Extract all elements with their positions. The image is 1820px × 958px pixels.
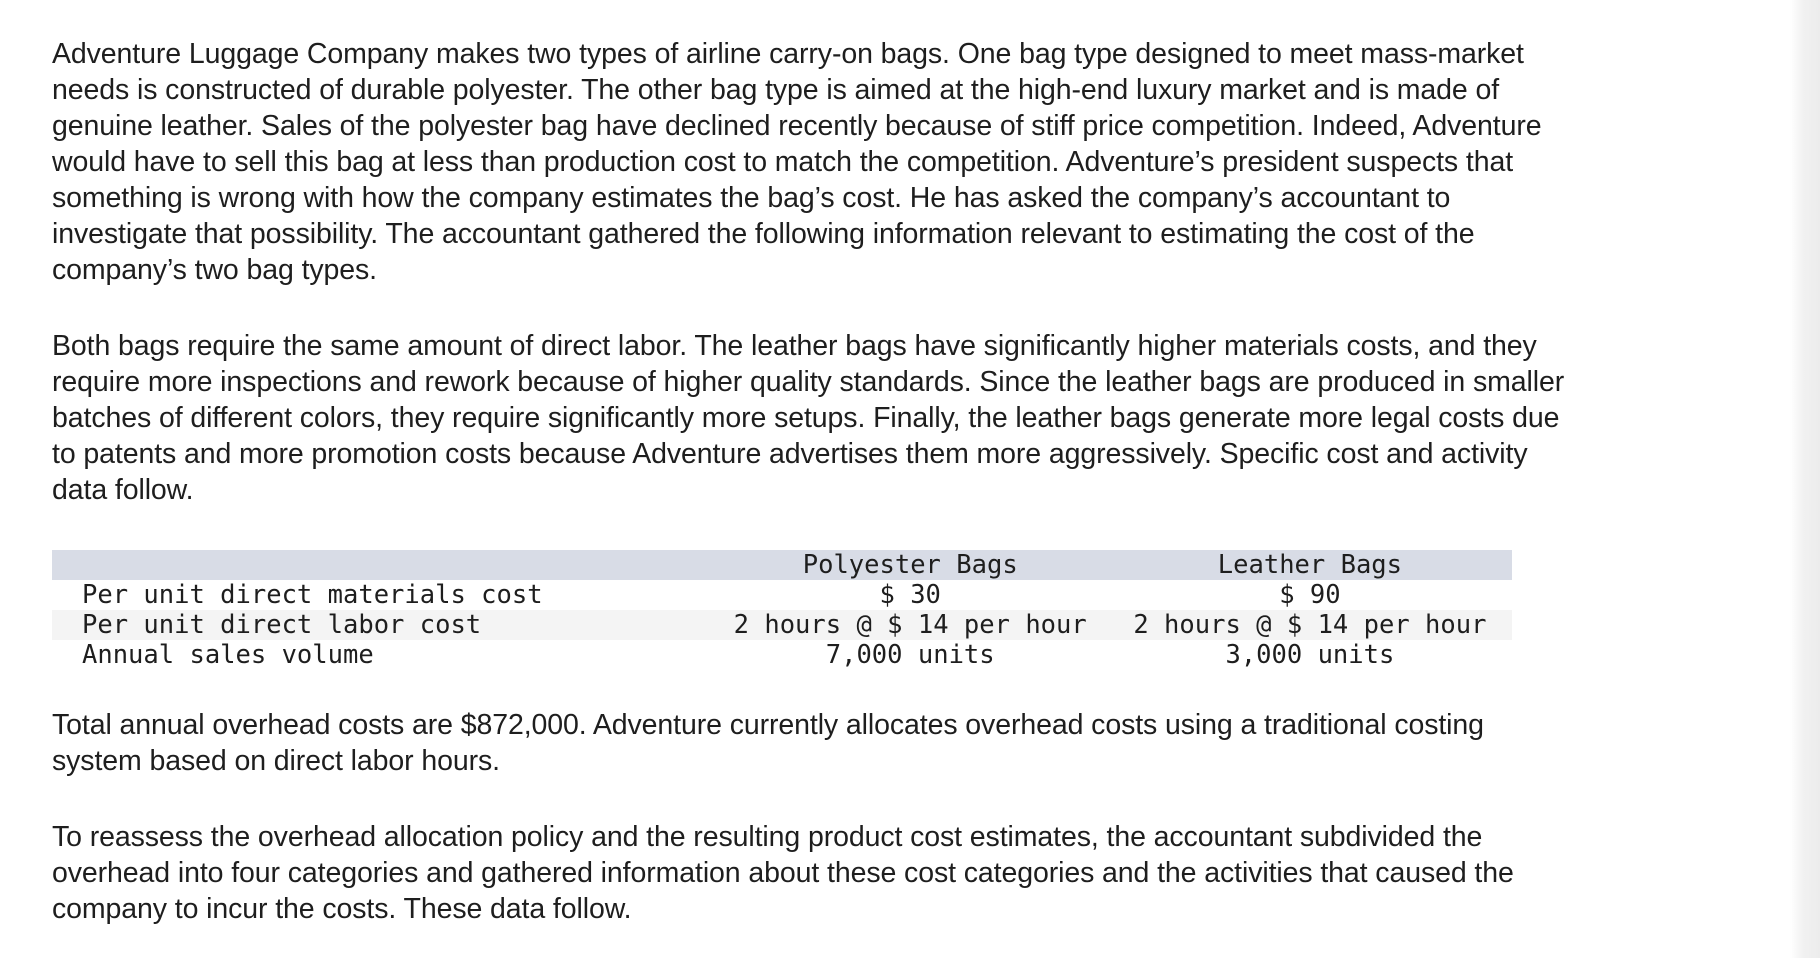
table-row-sales-volume [52,640,1512,670]
scroll-edge-strip [1790,0,1820,958]
reassess-paragraph: To reassess the overhead allocation policy and the resulting product cost estimates, the accountant subdivided the overhead into four categories and gathered information about these cost categories and the activities that caused the company to incur the costs. These data follow. [52,821,1514,925]
table-row-materials-cost [52,580,1512,610]
row-label: Annual sales volume [82,640,374,670]
polyester-value: 7,000 units [825,640,995,670]
leather-value: $ 90 [1279,580,1341,610]
polyester-value: 2 hours @ $ 14 per hour [733,610,1087,640]
leather-value: 2 hours @ $ 14 per hour [1133,610,1487,640]
row-label: Per unit direct materials cost [82,580,543,610]
requirements-paragraph: Both bags require the same amount of direct labor. The leather bags have significantly higher materials costs, and they require more inspections and rework because of higher quality standards. Since the leather bags are produced in smaller batches of different colors, they require significantly more setups. Finally, the leather bags generate more legal costs due to patents and more promotion costs because Adventure advertises them more aggressively. Specific cost and activity data follow. [52,330,1565,506]
table-row-labor-cost [52,610,1512,640]
header-label-cell [52,550,713,580]
intro-paragraph: Adventure Luggage Company makes two types of airline carry-on bags. One bag type designed to meet mass-market needs is constructed of durable polyester. The other bag type is aimed at the high-end luxury market and is made of genuine leather. Sales of the polyester bag have declined recently because of stiff price competition. Indeed, Adventure would have to sell this bag at less than production cost to match the competition. Adventure’s president suspects that something is wrong with how the company estimates the bag’s cost. He has asked the company’s accountant to investigate that possibility. The accountant gathered the following information relevant to estimating the cost of the company’s two bag types. [52,38,1542,286]
header-leather-bags: Leather Bags [1217,550,1403,580]
cost-data-table [52,550,1512,670]
overhead-paragraph: Total annual overhead costs are $872,000. Adventure currently allocates overhead costs using a traditional costing system based on direct labor hours. [52,709,1484,777]
header-polyester-bags: Polyester Bags [802,550,1018,580]
row-label: Per unit direct labor cost [82,610,482,640]
polyester-value: $ 30 [879,580,941,610]
table-header-row [52,550,1512,580]
leather-value: 3,000 units [1225,640,1395,670]
